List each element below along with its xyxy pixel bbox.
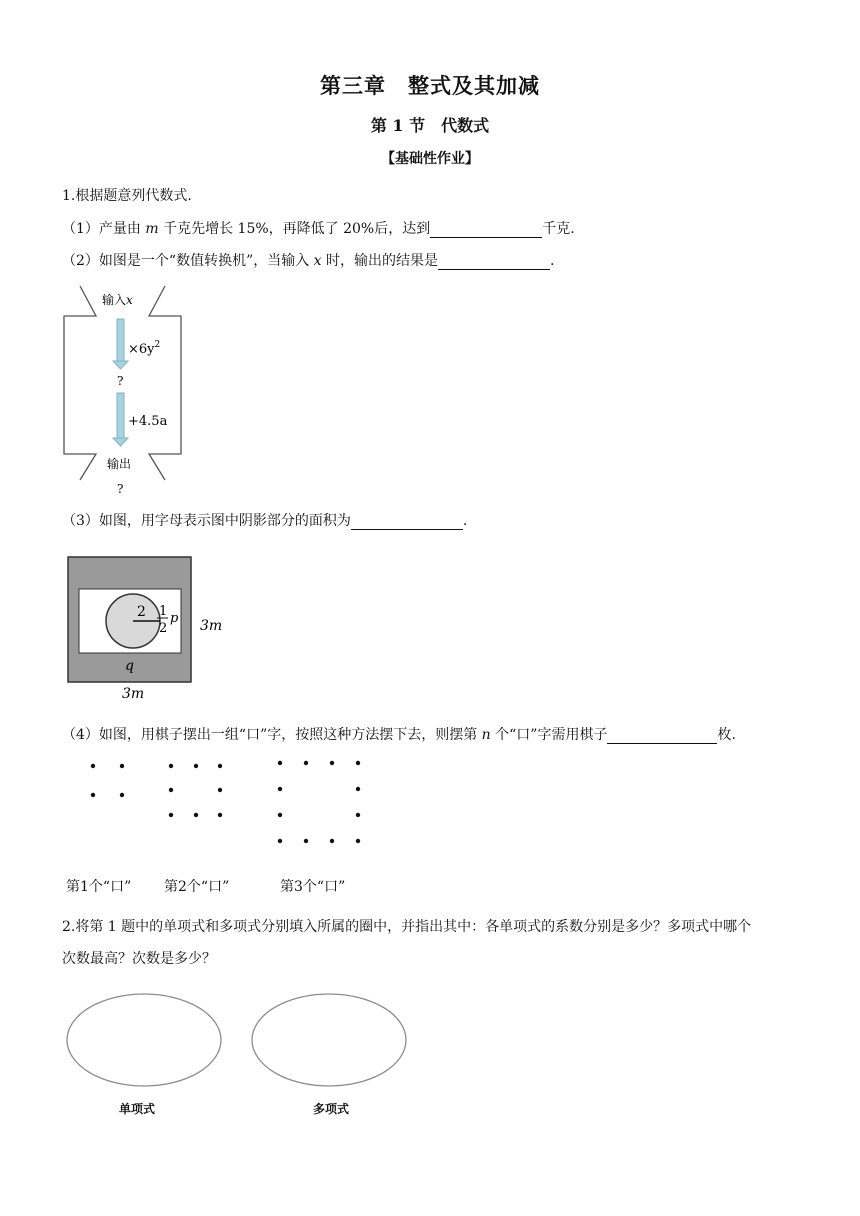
q1-stem: 1.根据题意列代数式.	[62, 188, 192, 204]
q2-line2: 次数最高？次数是多少？	[62, 951, 216, 967]
chess-pattern-figure	[60, 750, 380, 855]
machine-op1-label: $\times 6y^2$	[128, 340, 161, 357]
shaded-area-figure	[60, 553, 230, 708]
machine-output-label: 输出	[107, 457, 132, 471]
fraction-denominator: 2	[159, 621, 168, 636]
q1-part4-answer-blank[interactable]	[607, 729, 717, 744]
fraction-numerator: 1	[159, 604, 168, 619]
q1-part2-middle: 时，输出的结果是	[321, 253, 439, 269]
q1-part3	[62, 510, 467, 530]
monomial-ellipse[interactable]	[67, 994, 221, 1086]
q1-part2-suffix: .	[550, 253, 555, 269]
section-title: 第 1 节 代数式	[370, 116, 490, 135]
q1-part1-middle: 千克先增长 15%，再降低了 20%后，达到	[158, 221, 431, 237]
outer-height-label: 3m	[200, 618, 223, 634]
q1-part1-prefix: （1）产量由	[62, 221, 146, 237]
pattern-2-label: 第2个“口”	[164, 879, 230, 895]
pattern-1	[91, 764, 124, 797]
q1-part1-var: m	[145, 221, 159, 237]
pattern-3	[278, 761, 360, 843]
pattern-3-label: 第3个“口”	[280, 879, 346, 895]
q1-part4-prefix: （4）如图，用棋子摆出一组“口”字，按照这种方法摆下去，则摆第	[62, 727, 482, 743]
q1-part2	[62, 250, 554, 270]
pattern-2	[169, 764, 222, 817]
chapter-title: 第三章 整式及其加减	[320, 73, 540, 98]
q1-part3-answer-blank[interactable]	[351, 515, 463, 530]
q1-part1-answer-blank[interactable]	[430, 223, 542, 238]
q1-part4-suffix: 枚.	[717, 727, 736, 743]
monomial-label: 单项式	[119, 1102, 156, 1116]
q1-part1	[62, 218, 575, 238]
polynomial-label: 多项式	[313, 1102, 350, 1116]
fraction-variable: p	[170, 611, 179, 626]
conversion-machine-figure	[60, 282, 190, 497]
pattern-1-label: 第1个“口”	[66, 879, 132, 895]
q1-part4-middle: 个“口”字需用棋子	[490, 727, 608, 743]
radius-label: 2	[137, 604, 146, 620]
homework-category: 【基础性作业】	[381, 151, 479, 167]
machine-input-label: 输入x	[102, 293, 133, 307]
outer-width-label: 3m	[122, 686, 145, 702]
polynomial-ellipse[interactable]	[252, 994, 406, 1086]
machine-intermediate-label: ?	[117, 374, 124, 388]
q2-line1: 2.将第 1 题中的单项式和多项式分别填入所属的圈中，并指出其中：各单项式的系数分别是多少？多项式中哪个	[62, 919, 752, 935]
q1-part2-prefix: （2）如图是一个“数值转换机”，当输入	[62, 253, 314, 269]
q1-part2-answer-blank[interactable]	[438, 255, 550, 270]
q1-part1-suffix: 千克.	[542, 221, 575, 237]
q1-part3-prefix: （3）如图，用字母表示图中阴影部分的面积为	[62, 513, 351, 529]
inner-width-label: q	[125, 658, 134, 674]
machine-op2-label: +4.5a	[128, 414, 168, 429]
machine-output-value: ?	[117, 482, 124, 496]
q1-part4	[62, 724, 736, 744]
q1-part4-var: n	[481, 727, 491, 743]
q1-part3-suffix: .	[462, 513, 468, 529]
q1-part2-var: x	[313, 253, 322, 269]
classification-ellipses	[60, 990, 420, 1095]
